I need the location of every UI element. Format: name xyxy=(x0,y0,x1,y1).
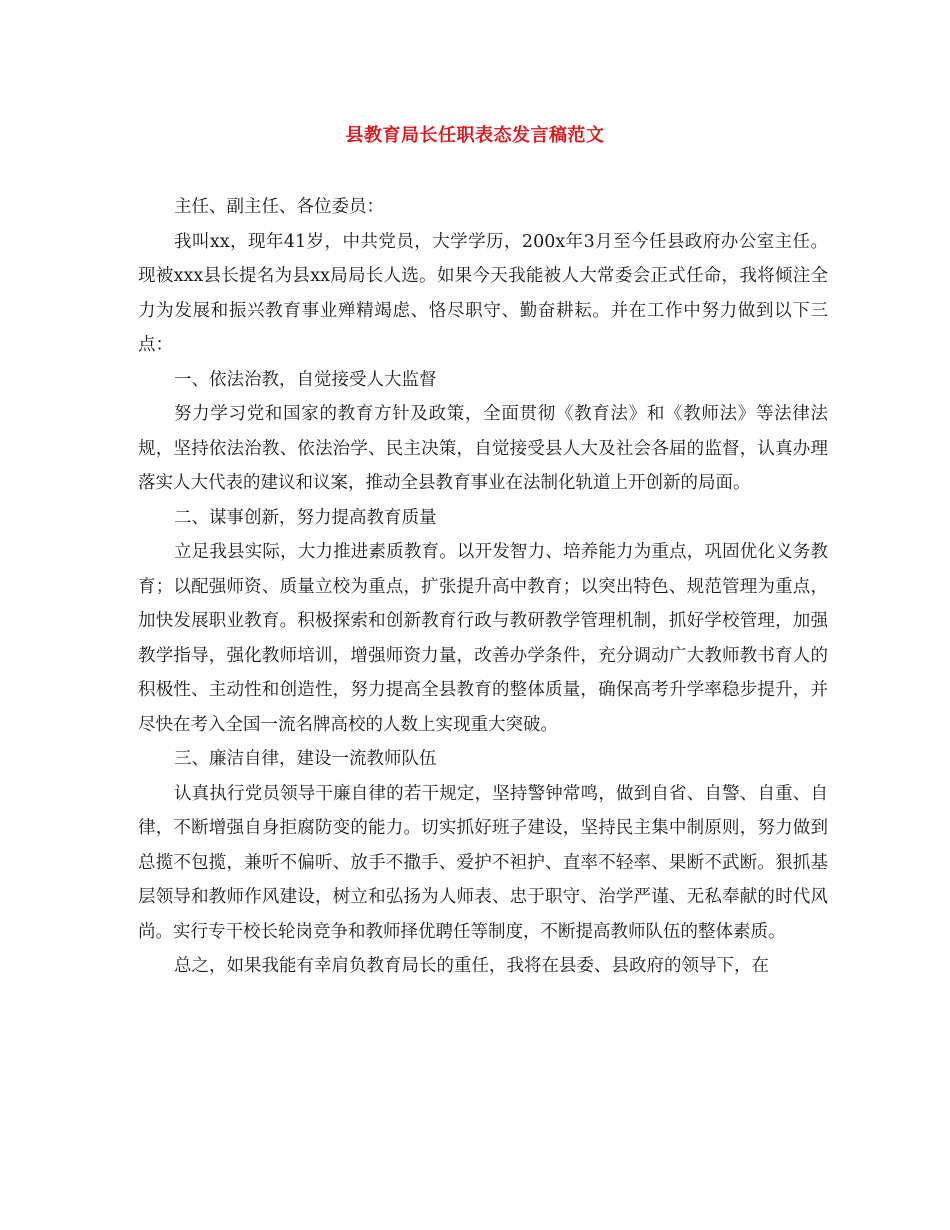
section-paragraph-3: 认真执行党员领导干廉自律的若干规定，坚持警钟常鸣，做到自省、自警、自重、自律，不断增强自身拒腐防变的能力。切实抓好班子建设，坚持民主集中制原则，努力做到总揽不包揽，兼听不偏听、放手不撒手、爱护不袒护、直率不轻率、果断不武断。狠抓基层领导和教师作风建设，树立和弘扬为人师表、忠于职守、治学严谨、无私奉献的时代风尚。实行专干校长轮岗竞争和教师择优聘任等制度，不断提高教师队伍的整体素质。 xyxy=(138,783,828,942)
section-heading-2: 二、谋事创新，努力提高教育质量 xyxy=(174,507,437,528)
closing-paragraph: 总之，如果我能有幸肩负教育局长的重任，我将在县委、县政府的领导下，在 xyxy=(174,956,769,976)
salutation-paragraph: 主任、副主任、各位委员： xyxy=(174,197,384,217)
document-title: 县教育局长任职表态发言稿范文 xyxy=(345,125,605,146)
section-paragraph-1: 努力学习党和国家的教育方针及政策，全面贯彻《教育法》和《教师法》等法律法规，坚持依法治教、依法治学、民主决策，自觉接受县人大及社会各届的监督，认真办理落实人大代表的建议和议案，推动全县教育事业在法制化轨道上开创新的局面。 xyxy=(138,404,828,493)
intro-paragraph: 我叫xx，现年41岁，中共党员，大学学历，200x年3月至今任县政府办公室主任。现被xxx县长提名为县xx局局长人选。如果今天我能被人大常委会正式任命，我将倾注全力为发展和振兴教育事业殚精竭虑、恪尽职守、勤奋耕耘。并在工作中努力做到以下三点： xyxy=(138,231,828,355)
section-heading-1: 一、依法治教，自觉接受人大监督 xyxy=(174,369,437,390)
document-body xyxy=(138,190,828,984)
section-paragraph-2: 立足我县实际，大力推进素质教育。以开发智力、培养能力为重点，巩固优化义务教育；以配强师资、质量立校为重点，扩张提升高中教育；以突出特色、规范管理为重点，加快发展职业教育。积极探索和创新教育行政与教研教学管理机制，抓好学校管理，加强教学指导，强化教师培训，增强师资力量，改善办学条件，充分调动广大教师教书育人的积极性、主动性和创造性，努力提高全县教育的整体质量，确保高考升学率稳步提升，并尽快在考入全国一流名牌高校的人数上实现重大突破。 xyxy=(138,542,828,735)
section-heading-3: 三、廉洁自律，建设一流教师队伍 xyxy=(174,749,437,769)
